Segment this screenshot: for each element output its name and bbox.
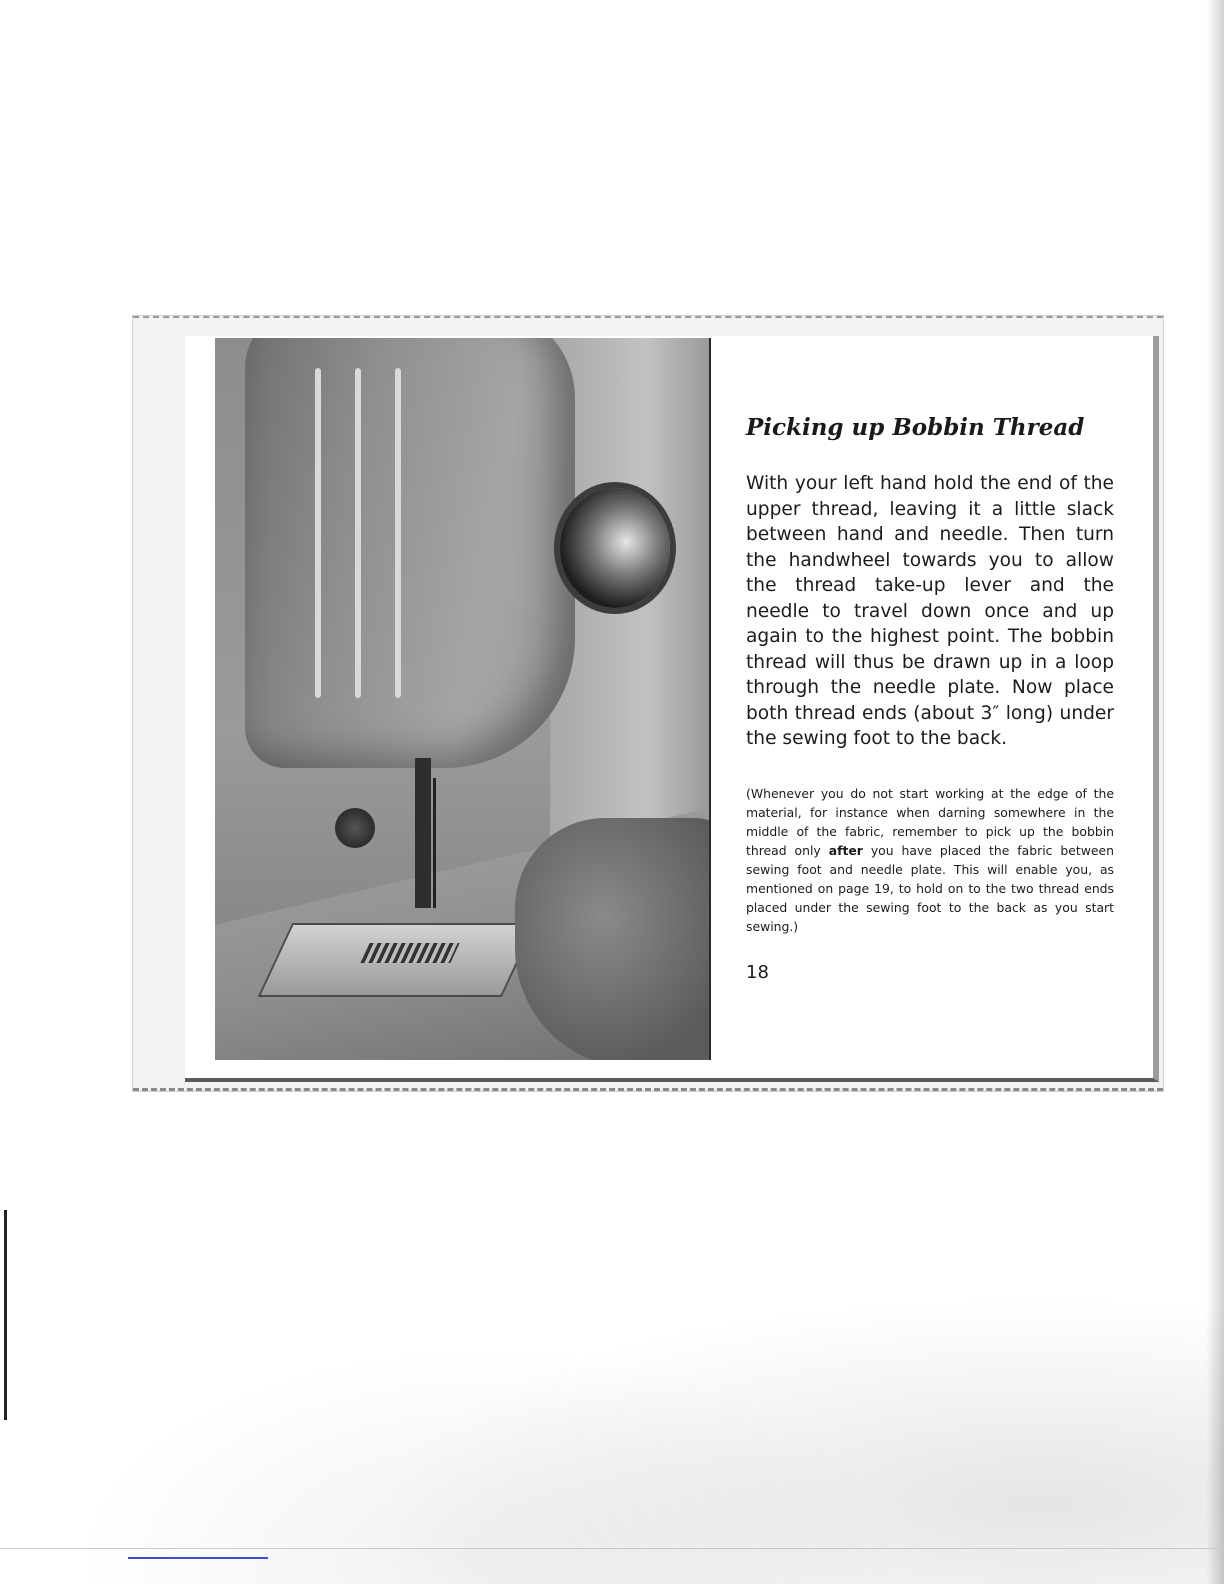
scan-bottom-line [128,1557,268,1559]
head-stripe [355,368,361,698]
head-stripe [315,368,321,698]
note-paragraph [746,784,1114,936]
machine-head [245,338,575,768]
photo-divider [709,338,711,1060]
scan-shading [0,1180,1224,1584]
stitch-knob [560,488,670,608]
presser-foot-screw [335,808,375,848]
page-heading: Picking up Bobbin Thread [746,414,1085,441]
sewing-machine-photo [215,338,709,1060]
note-emphasis: after [828,842,863,858]
booklet-page [133,316,1163,1091]
text-column [746,414,1114,983]
page-number: 18 [746,961,769,983]
head-stripe [395,368,401,698]
hand [515,818,709,1060]
needle-bar [415,758,431,908]
scan-baseline [0,1548,1224,1549]
note-text-before: (Whenever you do not start working at the edge of the material, for instance when darning somewhere in the middle of the fabric, remember to pick up the bobbin thread only [746,785,1114,858]
scan-edge-right [1206,0,1224,1584]
note-text-after: you have placed the fabric between sewing foot and needle plate. This will enable you, as mentioned on page 19, to hold on to the two thread ends placed under the sewing foot to the back as you start sewing.) [746,842,1114,934]
needle [433,778,436,908]
instruction-paragraph: With your left hand hold the end of the upper thread, leaving it a little slack between hand and needle. Then turn the handwheel towards you to allow the thread take-up lever and the needle to travel down once and up again to the highest point. The bobbin thread will thus be drawn up in a loop through the needle plate. Now place both thread ends (about 3″ long) under the sewing foot to the back. [746,473,1114,749]
scan-edge-left [4,1210,7,1420]
feed-dogs [360,943,459,963]
